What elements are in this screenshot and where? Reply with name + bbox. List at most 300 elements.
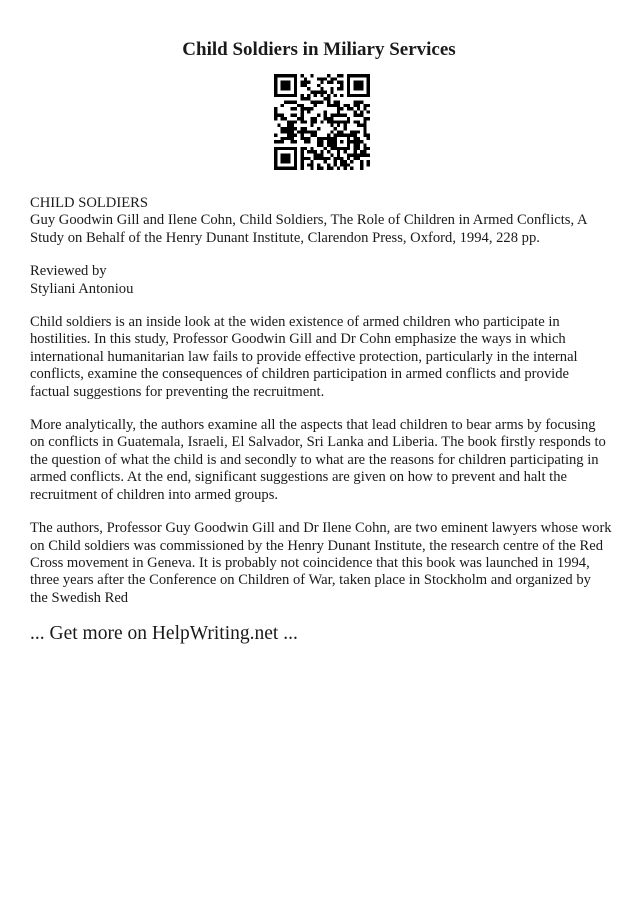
qr-module <box>357 100 360 103</box>
qr-module <box>337 153 340 156</box>
section-heading: CHILD SOLDIERS <box>30 195 148 211</box>
qr-module <box>344 124 347 127</box>
qr-module <box>367 117 370 120</box>
qr-module <box>353 157 356 160</box>
qr-module <box>300 150 303 153</box>
qr-module <box>310 147 313 150</box>
qr-module <box>327 120 330 123</box>
qr-module <box>287 100 290 103</box>
qr-module <box>294 120 297 123</box>
qr-module <box>347 94 350 97</box>
qr-module <box>330 124 333 127</box>
qr-module <box>350 134 353 137</box>
qr-module <box>287 130 290 133</box>
qr-module <box>360 74 363 77</box>
qr-module <box>304 147 307 150</box>
qr-module <box>350 130 353 133</box>
qr-module <box>317 91 320 94</box>
qr-module <box>367 91 370 94</box>
qr-module <box>291 74 294 77</box>
qr-module <box>357 114 360 117</box>
qr-module <box>363 153 366 156</box>
qr-module <box>310 120 313 123</box>
qr-module <box>334 144 337 147</box>
qr-module <box>304 77 307 80</box>
qr-module <box>353 134 356 137</box>
qr-module <box>281 167 284 170</box>
qr-module <box>281 74 284 77</box>
qr-module <box>327 74 330 77</box>
qr-module <box>304 140 307 143</box>
qr-module <box>300 137 303 140</box>
qr-module <box>284 87 287 90</box>
qr-module <box>357 157 360 160</box>
qr-module <box>363 127 366 130</box>
qr-module <box>334 77 337 80</box>
qr-module <box>317 114 320 117</box>
qr-module <box>347 107 350 110</box>
qr-module <box>314 150 317 153</box>
qr-module <box>327 157 330 160</box>
qr-module <box>353 147 356 150</box>
qr-module <box>307 94 310 97</box>
reviewer-block <box>30 263 612 298</box>
qr-module <box>330 167 333 170</box>
qr-module <box>294 114 297 117</box>
qr-module <box>327 140 330 143</box>
qr-module <box>284 137 287 140</box>
qr-module <box>367 94 370 97</box>
qr-module <box>360 94 363 97</box>
qr-module <box>324 97 327 100</box>
qr-module <box>310 134 313 137</box>
qr-module <box>353 120 356 123</box>
qr-module <box>320 120 323 123</box>
qr-module <box>300 163 303 166</box>
qr-module <box>287 157 290 160</box>
qr-module <box>337 167 340 170</box>
qr-module <box>334 94 337 97</box>
qr-module <box>317 84 320 87</box>
qr-module <box>310 124 313 127</box>
qr-module <box>274 77 277 80</box>
qr-module <box>300 157 303 160</box>
qr-module <box>304 157 307 160</box>
qr-module <box>281 127 284 130</box>
qr-module <box>340 107 343 110</box>
qr-module <box>363 107 366 110</box>
qr-module <box>334 114 337 117</box>
qr-module <box>334 120 337 123</box>
qr-module <box>340 160 343 163</box>
qr-module <box>367 110 370 113</box>
qr-module <box>304 137 307 140</box>
qr-module <box>281 157 284 160</box>
qr-module <box>274 114 277 117</box>
qr-module <box>367 153 370 156</box>
qr-module <box>357 147 360 150</box>
qr-module <box>310 160 313 163</box>
qr-module <box>367 84 370 87</box>
qr-module <box>287 124 290 127</box>
qr-module <box>353 153 356 156</box>
qr-module <box>287 147 290 150</box>
qr-module <box>347 81 350 84</box>
qr-module <box>337 130 340 133</box>
qr-module <box>350 160 353 163</box>
qr-module <box>330 91 333 94</box>
qr-module <box>274 110 277 113</box>
qr-module <box>314 117 317 120</box>
qr-module <box>310 100 313 103</box>
qr-module <box>340 114 343 117</box>
qr-module <box>327 100 330 103</box>
qr-module <box>357 94 360 97</box>
qr-module <box>330 114 333 117</box>
qr-module <box>281 137 284 140</box>
qr-module <box>337 114 340 117</box>
qr-module <box>294 81 297 84</box>
qr-module <box>281 87 284 90</box>
qr-module <box>360 160 363 163</box>
qr-module <box>357 130 360 133</box>
qr-module <box>324 117 327 120</box>
qr-module <box>314 100 317 103</box>
qr-module <box>294 127 297 130</box>
qr-module <box>291 130 294 133</box>
qr-module <box>294 163 297 166</box>
qr-module <box>340 134 343 137</box>
qr-module <box>291 167 294 170</box>
qr-module <box>284 84 287 87</box>
qr-module <box>274 160 277 163</box>
qr-module <box>274 87 277 90</box>
qr-module <box>353 84 356 87</box>
qr-module <box>317 167 320 170</box>
qr-module <box>357 107 360 110</box>
qr-module <box>347 84 350 87</box>
qr-module <box>367 160 370 163</box>
qr-module <box>304 127 307 130</box>
qr-module <box>320 81 323 84</box>
qr-module <box>344 114 347 117</box>
qr-module <box>337 74 340 77</box>
qr-module <box>367 163 370 166</box>
qr-module <box>320 144 323 147</box>
qr-module <box>304 130 307 133</box>
qr-module <box>353 87 356 90</box>
qr-module <box>317 77 320 80</box>
qr-module <box>281 160 284 163</box>
qr-module <box>300 74 303 77</box>
qr-module <box>347 120 350 123</box>
qr-module <box>287 87 290 90</box>
qr-module <box>287 160 290 163</box>
qr-module <box>307 81 310 84</box>
qr-module <box>337 81 340 84</box>
qr-module <box>353 144 356 147</box>
qr-module <box>320 140 323 143</box>
qr-module <box>284 167 287 170</box>
qr-module <box>367 104 370 107</box>
qr-module <box>360 81 363 84</box>
qr-module <box>350 74 353 77</box>
qr-module <box>300 167 303 170</box>
qr-module <box>314 157 317 160</box>
qr-module <box>344 134 347 137</box>
qr-module <box>287 134 290 137</box>
qr-module <box>307 107 310 110</box>
qr-module <box>344 147 347 150</box>
qr-module <box>300 147 303 150</box>
qr-module <box>330 87 333 90</box>
body-paragraph-2: More analytically, the authors examine all the aspects that lead children to bear arms by focusing on conflicts in Guatemala, Israeli, El Salvador, Sri Lanka and Liberia. The book firstly responds to the question of what the child is and secondly to what are the reasons for children participating in armed conflicts. At the end, significant suggestions are given on how to prevent and halt the recruitment of children into armed groups. <box>30 417 606 503</box>
qr-module <box>367 81 370 84</box>
qr-module <box>300 104 303 107</box>
qr-module <box>347 157 350 160</box>
qr-module <box>307 87 310 90</box>
qr-module <box>363 124 366 127</box>
qr-module <box>327 97 330 100</box>
qr-module <box>337 110 340 113</box>
qr-module <box>357 137 360 140</box>
qr-module <box>353 140 356 143</box>
qr-module <box>347 147 350 150</box>
qr-module <box>317 137 320 140</box>
qr-module <box>360 84 363 87</box>
qr-module <box>284 74 287 77</box>
qr-module <box>347 74 350 77</box>
qr-module <box>357 104 360 107</box>
qr-module <box>281 153 284 156</box>
qr-module <box>347 104 350 107</box>
document-title: Child Soldiers in Miliary Services <box>182 39 456 60</box>
qr-module <box>304 81 307 84</box>
qr-module <box>287 153 290 156</box>
qr-module <box>291 134 294 137</box>
qr-module <box>317 157 320 160</box>
qr-module <box>281 104 284 107</box>
qr-module <box>281 94 284 97</box>
qr-module <box>277 147 280 150</box>
qr-module <box>360 110 363 113</box>
qr-module <box>337 104 340 107</box>
qr-module <box>281 117 284 120</box>
qr-module <box>300 117 303 120</box>
qr-module <box>281 81 284 84</box>
qr-module <box>320 100 323 103</box>
qr-module <box>284 153 287 156</box>
qr-module <box>327 144 330 147</box>
qr-module <box>307 140 310 143</box>
qr-module <box>320 150 323 153</box>
qr-module <box>337 124 340 127</box>
qr-module <box>274 84 277 87</box>
qr-module <box>357 144 360 147</box>
qr-module <box>281 147 284 150</box>
qr-module <box>330 77 333 80</box>
qr-module <box>347 137 350 140</box>
qr-module <box>327 167 330 170</box>
reviewed-by-label: Reviewed by <box>30 263 107 280</box>
get-more-link[interactable]: ... Get more on HelpWriting.net ... <box>30 623 298 644</box>
qr-module <box>344 104 347 107</box>
qr-code-icon[interactable] <box>274 74 370 170</box>
qr-module <box>344 163 347 166</box>
qr-module <box>277 74 280 77</box>
qr-module <box>324 157 327 160</box>
qr-module <box>344 160 347 163</box>
qr-module <box>320 94 323 97</box>
qr-module <box>340 163 343 166</box>
qr-module <box>304 107 307 110</box>
qr-module <box>300 94 303 97</box>
qr-module <box>291 100 294 103</box>
qr-module <box>291 114 294 117</box>
qr-module <box>363 134 366 137</box>
qr-module <box>274 117 277 120</box>
qr-module <box>294 167 297 170</box>
qr-code-graphic <box>274 74 370 170</box>
qr-module <box>310 91 313 94</box>
qr-module <box>284 81 287 84</box>
qr-module <box>330 81 333 84</box>
qr-module <box>360 87 363 90</box>
qr-module <box>317 100 320 103</box>
qr-module <box>300 107 303 110</box>
qr-module <box>347 91 350 94</box>
qr-module <box>314 134 317 137</box>
qr-module <box>360 100 363 103</box>
qr-module <box>330 104 333 107</box>
qr-module <box>284 160 287 163</box>
qr-module <box>327 150 330 153</box>
qr-module <box>334 127 337 130</box>
qr-module <box>360 163 363 166</box>
qr-module <box>357 124 360 127</box>
body-paragraph-3: The authors, Professor Guy Goodwin Gill and Dr Ilene Cohn, are two eminent lawyers whose work on Child soldiers was commissioned by the Henry Dunant Institute, the research centre of the Red Cross movement in Geneva. It is probably not coincidence that this book was launched in 1994, three years after the Conference on Children of War, taken place in Stockholm and organized by the Swedish Red <box>30 520 612 606</box>
qr-module <box>291 94 294 97</box>
qr-module <box>281 130 284 133</box>
qr-module <box>353 114 356 117</box>
qr-module <box>353 100 356 103</box>
qr-module <box>287 84 290 87</box>
qr-module <box>363 104 366 107</box>
qr-module <box>347 153 350 156</box>
qr-module <box>344 150 347 153</box>
qr-module <box>360 124 363 127</box>
qr-module <box>334 134 337 137</box>
qr-module <box>317 140 320 143</box>
qr-module <box>291 120 294 123</box>
qr-module <box>291 127 294 130</box>
qr-module <box>314 130 317 133</box>
qr-module <box>334 157 337 160</box>
qr-module <box>314 91 317 94</box>
qr-module <box>327 137 330 140</box>
qr-module <box>340 94 343 97</box>
qr-module <box>277 140 280 143</box>
qr-module <box>353 94 356 97</box>
qr-module <box>357 81 360 84</box>
qr-module <box>284 157 287 160</box>
qr-module <box>317 144 320 147</box>
qr-module <box>274 134 277 137</box>
qr-module <box>327 134 330 137</box>
qr-module <box>300 84 303 87</box>
qr-module <box>291 124 294 127</box>
qr-module <box>350 167 353 170</box>
qr-module <box>337 157 340 160</box>
qr-module <box>300 81 303 84</box>
qr-module <box>317 163 320 166</box>
qr-module <box>300 130 303 133</box>
qr-module <box>294 91 297 94</box>
qr-module <box>327 94 330 97</box>
qr-module <box>274 163 277 166</box>
qr-module <box>310 117 313 120</box>
qr-module <box>324 110 327 113</box>
qr-module <box>340 140 343 143</box>
qr-module <box>274 157 277 160</box>
qr-module <box>300 120 303 123</box>
qr-module <box>307 97 310 100</box>
qr-module <box>300 97 303 100</box>
qr-module <box>300 134 303 137</box>
qr-module <box>287 127 290 130</box>
qr-module <box>360 150 363 153</box>
qr-module <box>363 147 366 150</box>
qr-module <box>281 84 284 87</box>
qr-module <box>284 130 287 133</box>
qr-module <box>334 160 337 163</box>
qr-module <box>327 104 330 107</box>
qr-module <box>353 104 356 107</box>
qr-module <box>340 74 343 77</box>
qr-module <box>274 153 277 156</box>
qr-module <box>330 147 333 150</box>
qr-module <box>304 84 307 87</box>
qr-module <box>357 153 360 156</box>
qr-module <box>327 117 330 120</box>
qr-module <box>330 130 333 133</box>
qr-module <box>324 77 327 80</box>
qr-module <box>284 94 287 97</box>
qr-module <box>363 130 366 133</box>
qr-module <box>294 147 297 150</box>
qr-module <box>310 163 313 166</box>
qr-module <box>357 140 360 143</box>
qr-module <box>353 74 356 77</box>
qr-module <box>353 130 356 133</box>
qr-module <box>360 167 363 170</box>
qr-module <box>284 147 287 150</box>
qr-module <box>284 100 287 103</box>
qr-module <box>307 150 310 153</box>
qr-module <box>353 81 356 84</box>
qr-module <box>340 84 343 87</box>
qr-module <box>327 163 330 166</box>
qr-module <box>307 110 310 113</box>
qr-module <box>334 104 337 107</box>
qr-module <box>330 137 333 140</box>
qr-module <box>350 107 353 110</box>
qr-module <box>320 91 323 94</box>
qr-module <box>297 117 300 120</box>
citation-block <box>30 195 612 247</box>
qr-module <box>281 114 284 117</box>
qr-module <box>287 137 290 140</box>
